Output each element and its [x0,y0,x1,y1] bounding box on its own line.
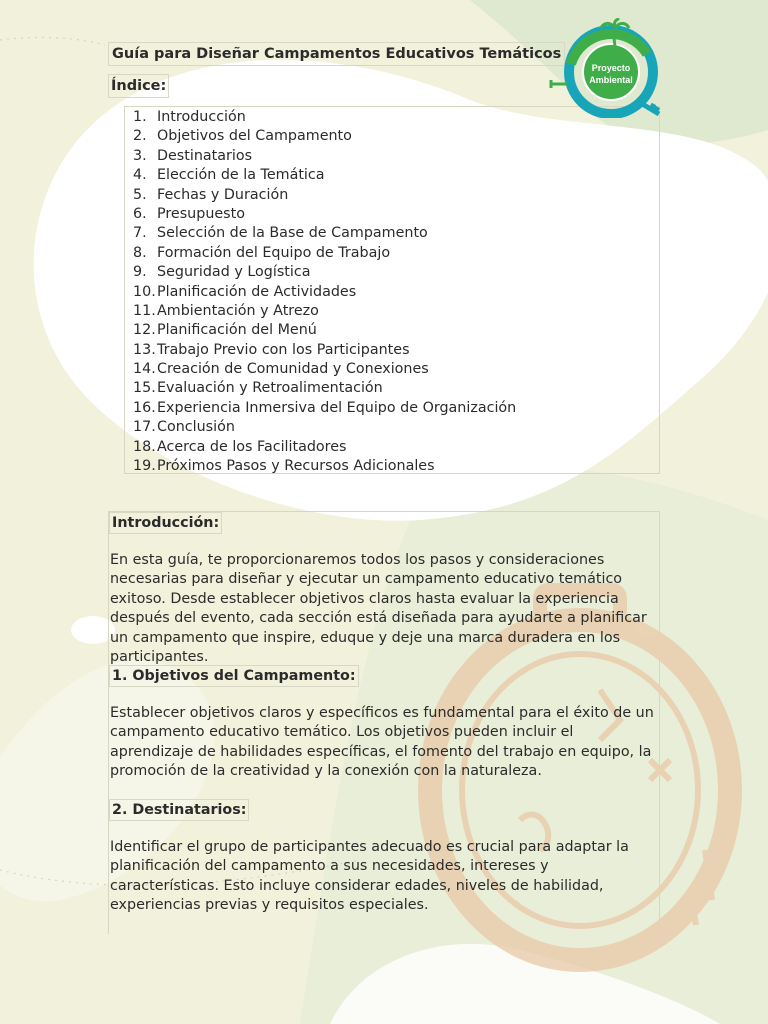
index-number: 6. [133,205,147,222]
index-label-text: Creación de Comunidad y Conexiones [157,361,429,378]
list-item [133,127,659,146]
index-number: 17. [133,419,156,436]
index-label-text: Formación del Equipo de Trabajo [157,244,391,261]
index-number: 5. [133,186,147,203]
index-number: 4. [133,167,147,184]
list-item [133,418,659,437]
index-label-text: Próximos Pasos y Recursos Adicionales [157,458,435,475]
list-item [133,379,659,398]
index-number: 13. [133,341,156,358]
index-label-text: Experiencia Inmersiva del Equipo de Organización [157,399,517,416]
plug-icon [551,80,567,88]
index-number: 8. [133,244,147,261]
list-item [133,244,659,263]
objectives-paragraph: Establecer objetivos claros y específicos es fundamental para el éxito de un campamento educativo temático. Los objetivos pueden incluir el aprendizaje de habilidades específicas, el fomento del trabajo en equipo, la promoción de la creatividad y la conexión con la naturaleza. [110,705,654,780]
logo-line-2: Ambiental [589,75,633,85]
index-label-text: Destinatarios [157,147,253,164]
audience-paragraph: Identificar el grupo de participantes adecuado es crucial para adaptar la planificación del campamento a sus necesidades, intereses y características. Esto incluye considerar edades, niveles de habilidad, experiencias previas y requisitos especiales. [110,839,629,914]
index-label-text: Evaluación y Retroalimentación [157,380,383,397]
index-label-text: Conclusión [157,419,235,436]
index-number: 3. [133,147,147,164]
list-item [133,224,659,243]
index-label-text: Elección de la Temática [157,167,325,184]
index-number: 12. [133,322,156,339]
list-item [133,186,659,205]
index-label-text: Presupuesto [157,205,245,222]
index-number: 11. [133,302,156,319]
index-label-text: Selección de la Base de Campamento [157,225,428,242]
index-label-text: Objetivos del Campamento [157,128,352,145]
index-number: 19. [133,458,156,475]
document-title: Guía para Diseñar Campamentos Educativos Temáticos [108,42,565,66]
list-item [133,341,659,360]
index-label-text: Seguridad y Logística [157,264,311,281]
index-label-text: Ambientación y Atrezo [157,302,319,319]
index-number: 1. [133,109,147,125]
index-list [125,107,659,476]
index-number: 7. [133,225,147,242]
objectives-heading: 1. Objetivos del Campamento: [109,665,359,687]
list-item [133,166,659,185]
index-number: 16. [133,399,156,416]
index-number: 10. [133,283,156,300]
content-section [108,511,660,934]
logo-line-1: Proyecto [591,63,631,73]
list-item [133,147,659,166]
list-item [133,263,659,282]
index-number: 15. [133,380,156,397]
proyecto-ambiental-logo [547,14,665,118]
list-item [133,205,659,224]
intro-paragraph: En esta guía, te proporcionaremos todos los pasos y consideraciones necesarias para diseñar y ejecutar un campamento educativo temático exitoso. Desde establecer objetivos claros hasta evaluar la experiencia después del evento, cada sección está diseñada para ayudarte a planificar un campamento que inspire, eduque y deje una marca duradera en los participantes. [110,552,647,666]
list-item [133,457,659,476]
index-number: 14. [133,361,156,378]
index-number: 18. [133,438,156,455]
table-of-contents [124,106,660,474]
index-label-text: Acerca de los Facilitadores [157,438,347,455]
audience-heading: 2. Destinatarios: [109,799,249,821]
list-item [133,438,659,457]
list-item [133,302,659,321]
list-item [133,283,659,302]
index-label-text: Planificación del Menú [157,322,317,339]
index-label-text: Fechas y Duración [157,186,289,203]
index-number: 2. [133,128,147,145]
list-item [133,399,659,418]
index-label-text: Planificación de Actividades [157,283,357,300]
intro-heading: Introducción: [109,512,222,534]
list-item [133,360,659,379]
index-label-text: Trabajo Previo con los Participantes [157,341,410,358]
index-label-text: Introducción [157,109,246,125]
key-icon [639,102,659,114]
list-item [133,321,659,340]
index-number: 9. [133,264,147,281]
index-label: Índice: [108,74,169,98]
